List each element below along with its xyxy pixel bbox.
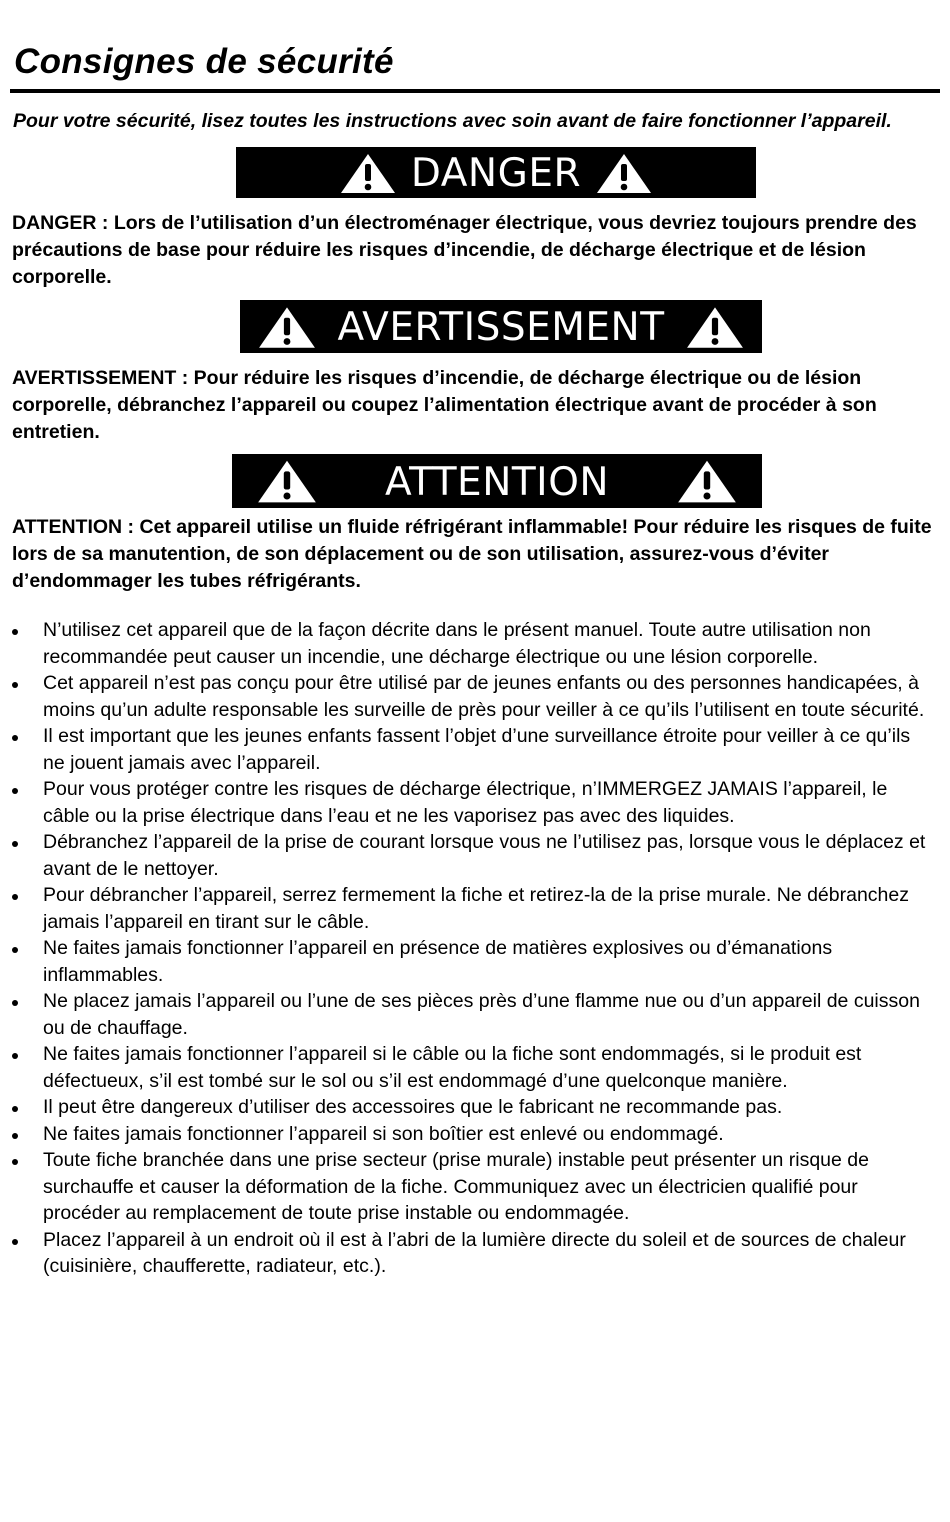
bullet-icon — [12, 735, 18, 741]
list-item — [0, 617, 930, 670]
bullet-icon — [12, 788, 18, 794]
list-item-text: Toute fiche branchée dans une prise secteur (prise murale) instable peut présenter un risque de surchauffe et causer la déformation de la fiche. Communiquez avec un électricien qualifié pour procéder au remplacement de toute prise instable ou endommagée. — [43, 1149, 869, 1224]
attention-banner-label: ATTENTION — [384, 459, 610, 505]
list-item — [0, 723, 930, 776]
page-title: Consignes de sécurité — [14, 42, 394, 81]
bullet-icon — [12, 1133, 18, 1139]
bullet-icon — [12, 1159, 18, 1165]
warning-triangle-icon — [256, 457, 318, 505]
warning-banner — [240, 300, 762, 353]
list-item-text: Il peut être dangereux d’utiliser des accessoires que le fabricant ne recommande pas. — [43, 1096, 783, 1118]
list-item-text: Ne placez jamais l’appareil ou l’une de ses pièces près d’une flamme nue ou d’un appareil de cuisson ou de chauffage. — [43, 990, 920, 1039]
list-item — [0, 1227, 930, 1280]
list-item — [0, 670, 930, 723]
attention-statement: ATTENTION : Cet appareil utilise un fluide réfrigérant inflammable! Pour réduire les risques de fuite lors de sa manutention, de son déplacement ou de son utilisation, assurez-vous d’éviter d’endommager les tubes réfrigérants. — [12, 516, 932, 592]
danger-statement: DANGER : Lors de l’utilisation d’un électroménager électrique, vous devriez toujours prendre des précautions de base pour réduire les risques d’incendie, de décharge électrique et de lésion corporelle. — [12, 212, 917, 288]
bullet-icon — [12, 682, 18, 688]
list-item — [0, 1121, 930, 1148]
list-item — [0, 1094, 930, 1121]
warning-statement: AVERTISSEMENT : Pour réduire les risques d’incendie, de décharge électrique ou de lésion corporelle, débranchez l’appareil ou coupez l’alimentation électrique avant de procéder à son entretien. — [12, 367, 877, 443]
list-item — [0, 776, 930, 829]
bullet-icon — [12, 947, 18, 953]
bullet-icon — [12, 1053, 18, 1059]
bullet-icon — [12, 1106, 18, 1112]
list-item-text: Cet appareil n’est pas conçu pour être utilisé par de jeunes enfants ou des personnes handicapées, à moins qu’un adulte responsable les surveille de près pour veiller à ce qu’ils l’utilisent en toute sécurité. — [43, 672, 925, 721]
list-item-text: Pour vous protéger contre les risques de décharge électrique, n’IMMERGEZ JAMAIS l’appareil, le câble ou la prise électrique dans l’eau et ne les vaporisez pas avec des liquides. — [43, 778, 888, 827]
attention-banner — [232, 454, 762, 508]
danger-banner — [236, 147, 756, 198]
list-item — [0, 829, 930, 882]
list-item — [0, 882, 930, 935]
warning-banner-label: AVERTISSEMENT — [337, 305, 665, 350]
danger-banner-label: DANGER — [410, 151, 582, 196]
bullet-icon — [12, 1239, 18, 1245]
warning-triangle-icon — [339, 151, 397, 195]
safety-instructions-list — [0, 617, 930, 1280]
bullet-icon — [12, 841, 18, 847]
list-item-text: Ne faites jamais fonctionner l’appareil si le câble ou la fiche sont endommagés, si le produit est défectueux, s’il est tombé sur le sol ou s’il est endommagé d’une quelconque manière. — [43, 1043, 862, 1092]
list-item — [0, 1041, 930, 1094]
list-item-text: N’utilisez cet appareil que de la façon décrite dans le présent manuel. Toute autre utilisation non recommandée peut causer un incendie, une décharge électrique ou une lésion corporelle. — [43, 619, 871, 668]
warning-triangle-icon — [685, 304, 745, 350]
warning-triangle-icon — [676, 457, 738, 505]
list-item-text: Il est important que les jeunes enfants fassent l’objet d’une surveillance étroite pour veiller à ce qu’ils ne jouent jamais avec l’appareil. — [43, 725, 911, 774]
bullet-icon — [12, 894, 18, 900]
bullet-icon — [12, 629, 18, 635]
warning-triangle-icon — [257, 304, 317, 350]
title-divider — [10, 89, 940, 93]
list-item-text: Pour débrancher l’appareil, serrez fermement la fiche et retirez-la de la prise murale. Ne débranchez jamais l’appareil en tirant sur le câble. — [43, 884, 909, 933]
list-item-text: Débranchez l’appareil de la prise de courant lorsque vous ne l’utilisez pas, lorsque vous le déplacez et avant de le nettoyer. — [43, 831, 926, 880]
list-item — [0, 935, 930, 988]
list-item-text: Ne faites jamais fonctionner l’appareil si son boîtier est enlevé ou endommagé. — [43, 1122, 724, 1145]
list-item — [0, 1147, 930, 1227]
list-item-text: Ne faites jamais fonctionner l’appareil en présence de matières explosives ou d’émanations inflammables. — [43, 937, 833, 986]
list-item — [0, 988, 930, 1041]
list-item-text: Placez l’appareil à un endroit où il est à l’abri de la lumière directe du soleil et de sources de chaleur (cuisinière, chaufferette, radiateur, etc.). — [43, 1228, 906, 1277]
warning-triangle-icon — [595, 151, 653, 195]
intro-text: Pour votre sécurité, lisez toutes les instructions avec soin avant de faire fonctionner l’appareil. — [13, 110, 892, 132]
bullet-icon — [12, 1000, 18, 1006]
